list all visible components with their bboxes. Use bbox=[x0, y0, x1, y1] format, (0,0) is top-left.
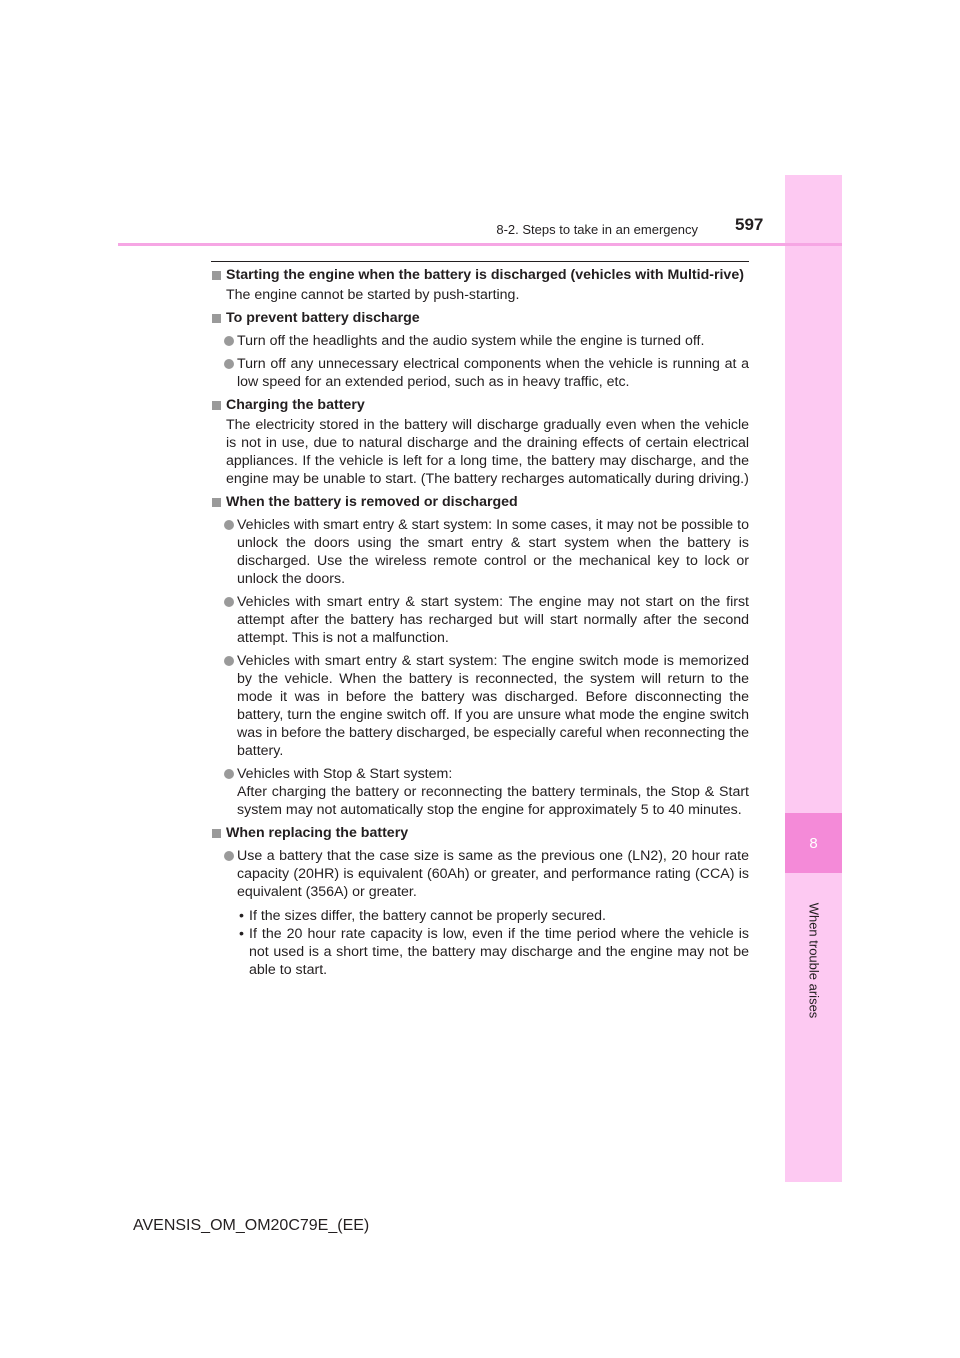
bullet-text-line: After charging the battery or reconnecting the battery terminals, the Stop & Start system may not automatically stop the engine for approximately 5 to 40 minutes. bbox=[237, 784, 749, 818]
bullet-text: Use a battery that the case size is same as the previous one (LN2), 20 hour rate capacity (20HR) is equivalent (60Ah) or greater, and performance rating (CCA) is equivalent (356A) or greater. bbox=[237, 848, 749, 900]
circle-bullet-icon bbox=[224, 851, 234, 861]
section-title: 8-2. Steps to take in an emergency bbox=[496, 222, 698, 237]
circle-bullet-icon bbox=[224, 656, 234, 666]
bullet-item bbox=[211, 332, 749, 350]
section-heading bbox=[211, 493, 749, 511]
chapter-number: 8 bbox=[809, 834, 818, 852]
bullet-item bbox=[211, 847, 749, 901]
bullet-text: Turn off any unnecessary electrical components when the vehicle is running at a low speed for an extended period, such as in heavy traffic, etc. bbox=[237, 356, 749, 390]
sub-bullet-marker: • bbox=[239, 926, 244, 942]
content-top-rule bbox=[211, 261, 749, 262]
sub-bullet-item bbox=[211, 925, 749, 979]
heading-text: To prevent battery discharge bbox=[226, 310, 420, 326]
footer-doc-code: AVENSIS_OM_OM20C79E_(EE) bbox=[133, 1217, 370, 1234]
section-heading bbox=[211, 266, 749, 284]
square-bullet-icon bbox=[212, 271, 221, 280]
bullet-text: Turn off the headlights and the audio system while the engine is turned off. bbox=[237, 333, 705, 349]
bullet-item bbox=[211, 516, 749, 588]
bullet-text: Vehicles with smart entry & start system: In some cases, it may not be possible to unlock the doors using the smart entry & start system when the battery is discharged. Use the wireless remote control or the mechanical key to lock or unlock the doors. bbox=[237, 517, 749, 587]
square-bullet-icon bbox=[212, 314, 221, 323]
sub-bullet-text: If the sizes differ, the battery cannot be properly secured. bbox=[249, 908, 606, 924]
square-bullet-icon bbox=[212, 829, 221, 838]
paragraph: The engine cannot be started by push-starting. bbox=[226, 287, 520, 303]
header-rule bbox=[118, 243, 842, 246]
circle-bullet-icon bbox=[224, 336, 234, 346]
bullet-item bbox=[211, 593, 749, 647]
section-heading bbox=[211, 396, 749, 414]
sub-bullet-item bbox=[211, 907, 749, 925]
chapter-number-box bbox=[785, 813, 842, 873]
square-bullet-icon bbox=[212, 498, 221, 507]
heading-text: Starting the engine when the battery is discharged (vehicles with Multid-rive) bbox=[226, 267, 744, 283]
page-number: 597 bbox=[735, 215, 764, 234]
square-bullet-icon bbox=[212, 401, 221, 410]
heading-text: Charging the battery bbox=[226, 397, 365, 413]
bullet-text-line: Vehicles with Stop & Start system: bbox=[237, 766, 453, 782]
circle-bullet-icon bbox=[224, 769, 234, 779]
chapter-title-vertical bbox=[785, 880, 842, 1040]
bullet-item bbox=[211, 355, 749, 391]
circle-bullet-icon bbox=[224, 359, 234, 369]
circle-bullet-icon bbox=[224, 597, 234, 607]
paragraph: The electricity stored in the battery will discharge gradually even when the vehicle is not in use, due to natural discharge and the draining effects of certain electrical appliances. If the vehicle is left for a long time, the battery may discharge, and the engine may be unable to start. (The battery recharges automatically during driving.) bbox=[226, 417, 749, 487]
section-heading bbox=[211, 309, 749, 327]
bullet-item bbox=[211, 652, 749, 760]
sub-bullet-marker: • bbox=[239, 908, 244, 924]
section-heading bbox=[211, 824, 749, 842]
circle-bullet-icon bbox=[224, 520, 234, 530]
main-content bbox=[211, 266, 749, 979]
sub-bullet-text: If the 20 hour rate capacity is low, even if the time period where the vehicle is not used is a short time, the battery may discharge and the engine may not be able to start. bbox=[249, 926, 749, 978]
heading-text: When the battery is removed or discharged bbox=[226, 494, 518, 510]
heading-text: When replacing the battery bbox=[226, 825, 409, 841]
bullet-text: Vehicles with smart entry & start system: The engine switch mode is memorized by the vehicle. When the battery is reconnected, the system will return to the mode it was in before the battery was discharged. Before disconnecting the battery, turn the engine switch off. If you are unsure what mode the engine switch was in before the battery discharged, be especially careful when reconnecting the battery. bbox=[237, 653, 749, 759]
bullet-item bbox=[211, 765, 749, 819]
chapter-title: When trouble arises bbox=[806, 902, 821, 1018]
bullet-text: Vehicles with smart entry & start system: The engine may not start on the first attempt after the battery has recharged but will start normally after the second attempt. This is not a malfunction. bbox=[237, 594, 749, 646]
